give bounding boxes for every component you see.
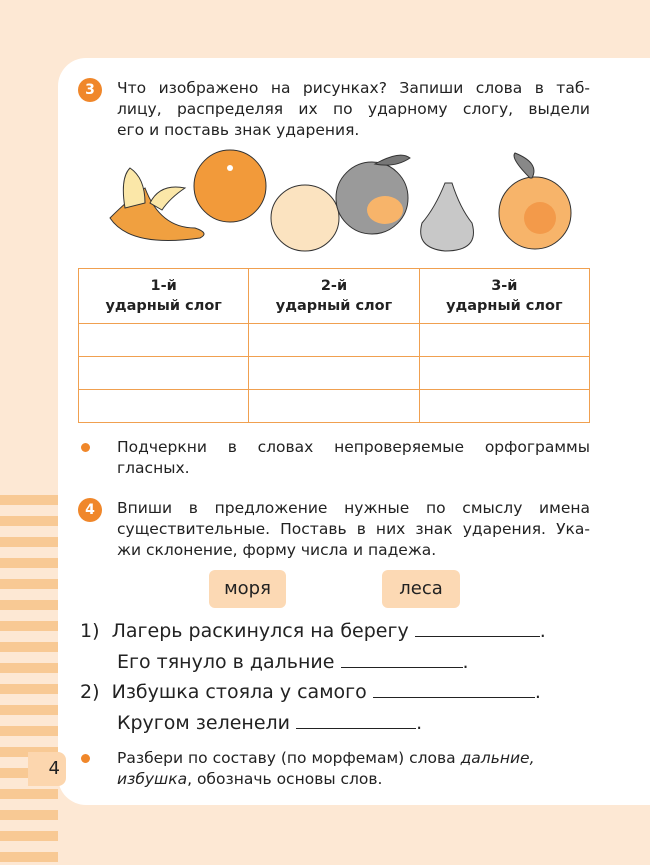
- word-card-morya: моря: [209, 570, 286, 608]
- table-cell[interactable]: [79, 324, 249, 357]
- task4-line: жи склонение, форму числа и падежа.: [117, 541, 437, 559]
- task-number-4: 4: [78, 498, 102, 522]
- answer-blank[interactable]: [341, 653, 463, 668]
- sentence-1a: 1) Лагерь раскинулся на берегу .: [80, 620, 546, 642]
- task-number-3: 3: [78, 78, 102, 102]
- task4-line: существительные. Поставь в них знак ударения. Ука-: [117, 520, 590, 538]
- sentence-2b: Кругом зеленели .: [117, 712, 423, 734]
- column-header-1: 1-й ударный слог: [79, 269, 249, 324]
- table-cell[interactable]: [249, 390, 419, 423]
- answer-blank[interactable]: [415, 622, 540, 637]
- lemon-icon: [271, 185, 339, 251]
- answer-blank[interactable]: [373, 683, 535, 698]
- page-number: 4: [28, 752, 66, 786]
- task4-bullet: Разбери по составу (по морфемам) слова дальние, избушка, обозначь основы слов.: [117, 749, 535, 788]
- answer-blank[interactable]: [296, 714, 416, 729]
- table-row: [79, 390, 590, 423]
- word-card-lesa: леса: [382, 570, 460, 608]
- pear-icon: [421, 183, 474, 251]
- task3-bullet-line: гласных.: [117, 459, 190, 477]
- table-cell[interactable]: [419, 357, 589, 390]
- table-row: [79, 357, 590, 390]
- table-cell[interactable]: [79, 390, 249, 423]
- bullet-icon: [81, 443, 90, 452]
- task3-line: лицу, распределяя их по ударному слогу, выдели: [117, 100, 590, 118]
- stress-table: [78, 268, 590, 423]
- table-cell[interactable]: [249, 357, 419, 390]
- task3-line: его и поставь знак ударения.: [117, 121, 360, 139]
- orange-icon: [194, 150, 266, 222]
- table-cell[interactable]: [419, 324, 589, 357]
- apple-icon: [336, 155, 410, 234]
- column-header-3: 3-й ударный слог: [419, 269, 589, 324]
- table-cell[interactable]: [249, 324, 419, 357]
- fruit-illustrations: [100, 148, 590, 253]
- bullet-icon: [81, 754, 90, 763]
- banana-icon: [110, 168, 204, 241]
- peach-icon: [499, 153, 571, 249]
- sentence-1b: Его тянуло в дальние .: [117, 651, 469, 673]
- column-header-2: 2-й ударный слог: [249, 269, 419, 324]
- table-cell[interactable]: [419, 390, 589, 423]
- sentence-2a: 2) Избушка стояла у самого .: [80, 681, 541, 703]
- task3-bullet-line: Подчеркни в словах непроверяемые орфограммы: [117, 438, 590, 456]
- task3-line: Что изображено на рисунках? Запиши слова в таб-: [117, 79, 590, 97]
- decorative-stripes: [0, 495, 58, 865]
- table-row: [79, 324, 590, 357]
- task4-line: Впиши в предложение нужные по смыслу имена: [117, 499, 590, 517]
- table-cell[interactable]: [79, 357, 249, 390]
